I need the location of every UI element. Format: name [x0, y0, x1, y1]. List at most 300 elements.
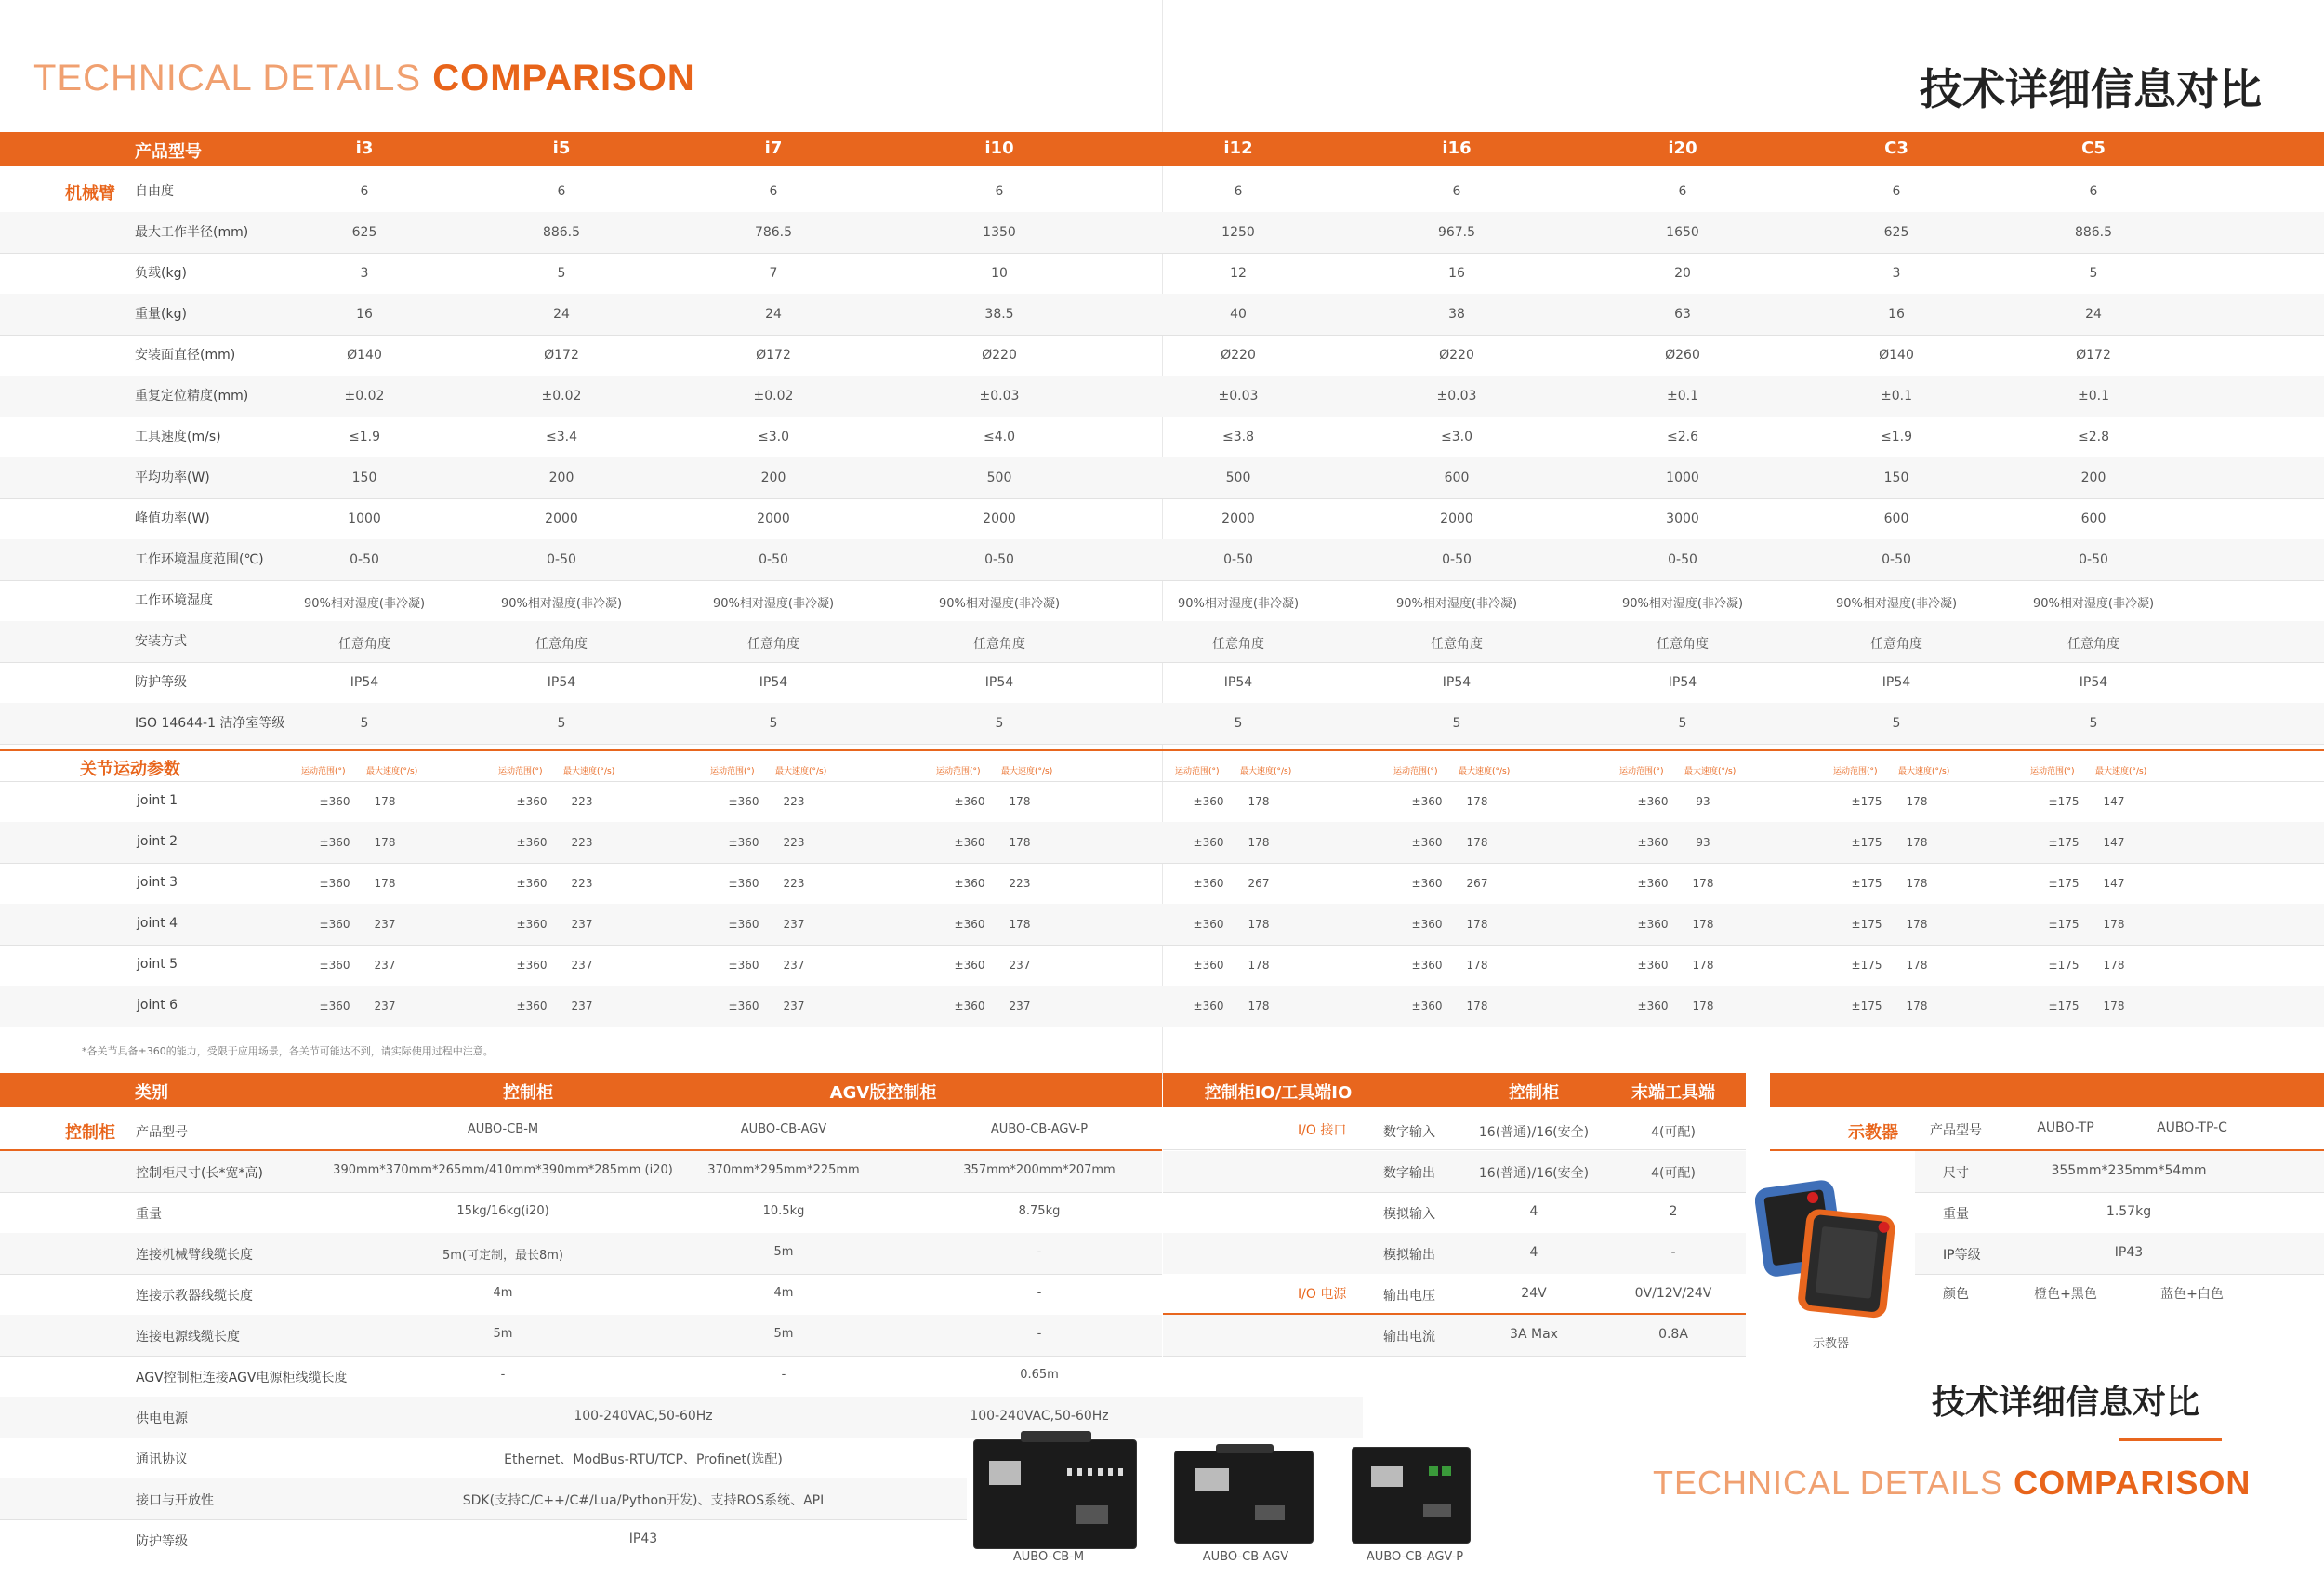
- arm-cell: 1000: [1666, 470, 1699, 485]
- arm-cell: 0-50: [759, 552, 788, 567]
- section-tp: 示教器: [1848, 1123, 1898, 1143]
- joint-range: ±360: [1637, 918, 1669, 931]
- arm-cell: ≤1.9: [349, 430, 380, 444]
- tp-caption: 示教器: [1813, 1337, 1850, 1351]
- arm-cell: 16: [356, 307, 373, 322]
- ip-value: IP43: [628, 1531, 658, 1546]
- arm-cell: 0-50: [1223, 552, 1253, 567]
- arm-row-line: [0, 335, 2324, 336]
- arm-cell: 任意角度: [747, 637, 799, 652]
- model-header-0: i3: [355, 139, 374, 158]
- arm-cell: 6: [557, 184, 566, 199]
- arm-cell: ≤3.0: [1441, 430, 1472, 444]
- arm-cell: 40: [1230, 307, 1247, 322]
- joint-speed: 237: [1009, 959, 1031, 972]
- joint-speed: 223: [571, 877, 593, 890]
- arm-cell: Ø220: [1439, 348, 1474, 363]
- joint-speed: 223: [783, 836, 805, 849]
- io-cell-2: 0V/12V/24V: [1634, 1286, 1712, 1301]
- arm-cell: 0-50: [1442, 552, 1472, 567]
- joint-speed: 237: [374, 918, 396, 931]
- io-cell-2: 0.8A: [1658, 1327, 1688, 1342]
- joint-range: ±360: [728, 795, 759, 808]
- tp-row-value: IP43: [2114, 1245, 2144, 1260]
- joint-speed: 147: [2103, 836, 2125, 849]
- joint-speed: 223: [1009, 877, 1031, 890]
- arm-cell: ≤2.8: [2078, 430, 2109, 444]
- arm-cell: IP54: [984, 675, 1014, 690]
- arm-cell: Ø172: [2076, 348, 2111, 363]
- joint-speed: 178: [1248, 918, 1270, 931]
- arm-cell: 5: [557, 266, 566, 281]
- cab-row-label: 连接电源线缆长度: [136, 1330, 240, 1345]
- joint-speed: 178: [374, 836, 396, 849]
- joint-speed: 267: [1248, 877, 1270, 890]
- arm-cell: Ø220: [1221, 348, 1256, 363]
- joint-range: ±360: [1637, 1000, 1669, 1013]
- cabinet-h-category: 类别: [135, 1083, 168, 1103]
- joint-range: ±360: [516, 1000, 548, 1013]
- arm-cell: IP54: [1668, 675, 1697, 690]
- joint-speed: 223: [783, 877, 805, 890]
- joint-speed: 178: [1906, 877, 1928, 890]
- arm-cell: 90%相对湿度(非冷凝): [303, 597, 426, 611]
- joint-range: ±360: [319, 795, 350, 808]
- tp-color-a: 橙色+黑色: [2034, 1287, 2097, 1302]
- joint-speed: 178: [1906, 959, 1928, 972]
- io-row-label: 数字输入: [1383, 1125, 1435, 1140]
- arm-cell: 38.5: [984, 307, 1014, 322]
- arm-row-label: 安装方式: [135, 634, 187, 649]
- arm-row-label: 峰值功率(W): [135, 511, 210, 526]
- joint-speed: 178: [1009, 836, 1031, 849]
- joint-speed: 237: [783, 1000, 805, 1013]
- cab-cell-3: AUBO-CB-AGV-P: [990, 1122, 1089, 1136]
- cabinet-caption: AUBO-CB-AGV: [1202, 1550, 1289, 1564]
- joint-range: ±360: [1193, 836, 1224, 849]
- arm-cell: 0-50: [350, 552, 379, 567]
- cab-cell-2: AUBO-CB-AGV: [740, 1122, 827, 1136]
- joint-range: ±175: [1851, 959, 1882, 972]
- joint-range: ±360: [1193, 959, 1224, 972]
- arm-cell: 200: [760, 470, 786, 485]
- arm-cell: 任意角度: [1431, 637, 1483, 652]
- arm-cell: 90%相对湿度(非冷凝): [2032, 597, 2155, 611]
- arm-row-line: [0, 662, 2324, 663]
- joint-range: ±360: [1637, 959, 1669, 972]
- arm-cell: 0-50: [2079, 552, 2108, 567]
- arm-cell: 6: [1678, 184, 1687, 199]
- cabinet-h-agv: AGV版控制柜: [829, 1083, 937, 1103]
- joint-speed: 178: [1906, 918, 1928, 931]
- arm-row-bg: [0, 457, 2324, 498]
- cabinet-m-handle: [1021, 1431, 1091, 1442]
- arm-cell: 任意角度: [1657, 637, 1709, 652]
- cab-cell-1: -: [500, 1368, 506, 1382]
- joint-speed: 237: [571, 1000, 593, 1013]
- arm-row-bg: [0, 539, 2324, 580]
- arm-cell: 任意角度: [338, 637, 390, 652]
- joint-speed: 223: [783, 795, 805, 808]
- arm-cell: 1250: [1221, 225, 1255, 240]
- joint-range: ±360: [728, 1000, 759, 1013]
- cabinet-caption: AUBO-CB-AGV-P: [1366, 1550, 1464, 1564]
- cab-cell-1: 4m: [493, 1286, 513, 1300]
- joint-range: ±175: [1851, 795, 1882, 808]
- cab-cell-2: 370mm*295mm*225mm: [707, 1163, 860, 1177]
- joint-range: ±360: [319, 836, 350, 849]
- title-en-bottom-bold: COMPARISON: [2014, 1464, 2251, 1502]
- title-en-top: [33, 58, 695, 99]
- arm-cell: 24: [765, 307, 782, 322]
- cab-cell-1: AUBO-CB-M: [467, 1122, 539, 1136]
- arm-cell: 63: [1674, 307, 1691, 322]
- arm-cell: 10: [991, 266, 1008, 281]
- cabinet-m-port: [1076, 1505, 1108, 1524]
- arm-cell: 5: [1892, 716, 1901, 731]
- joint-speed: 178: [1466, 836, 1488, 849]
- arm-cell: 2000: [1221, 511, 1255, 526]
- joint-range: ±175: [1851, 836, 1882, 849]
- power-value-a: 100-240VAC,50-60Hz: [574, 1409, 713, 1424]
- joint-row-line: [0, 945, 2324, 946]
- joint-range: ±360: [954, 877, 985, 890]
- tp-row-label: 尺寸: [1943, 1166, 1969, 1181]
- joint-speed: 267: [1466, 877, 1488, 890]
- arm-cell: IP54: [350, 675, 379, 690]
- tp-row-line: [1915, 1274, 2324, 1275]
- arm-cell: 2000: [1440, 511, 1473, 526]
- io-row-label: 输出电流: [1383, 1330, 1435, 1345]
- joint-range: ±360: [954, 959, 985, 972]
- arm-row-line: [0, 744, 2324, 745]
- joint-speed: 147: [2103, 877, 2125, 890]
- joint-range: ±360: [516, 836, 548, 849]
- arm-cell: 24: [553, 307, 570, 322]
- tp-row-value: 355mm*235mm*54mm: [2051, 1163, 2207, 1178]
- cab-cell-2: 5m: [773, 1327, 794, 1341]
- arm-cell: ±0.1: [1667, 389, 1698, 404]
- section-cabinet: 控制柜: [65, 1123, 115, 1143]
- cabinet-h-cabinet: 控制柜: [503, 1083, 553, 1103]
- io-h-io: 控制柜IO/工具端IO: [1204, 1083, 1353, 1103]
- arm-cell: 600: [1883, 511, 1909, 526]
- cab-cell-2: 5m: [773, 1245, 794, 1259]
- arm-cell: ±0.02: [344, 389, 385, 404]
- tp-model-label: 产品型号: [1930, 1123, 1982, 1138]
- joint-sub-range: 运动范围(°): [710, 767, 755, 776]
- arm-cell: IP54: [1442, 675, 1472, 690]
- arm-cell: ±0.1: [1881, 389, 1912, 404]
- arm-cell: 6: [995, 184, 1004, 199]
- joint-sub-speed: 最大速度(°/s): [366, 767, 418, 776]
- joint-speed: 237: [374, 1000, 396, 1013]
- section-joint: 关节运动参数: [80, 760, 180, 779]
- joint-range: ±360: [1411, 959, 1443, 972]
- api-row-line: [0, 1519, 967, 1520]
- arm-cell: 0-50: [547, 552, 576, 567]
- arm-cell: IP54: [2079, 675, 2108, 690]
- cab-cell-3: -: [1037, 1245, 1042, 1259]
- title-en-bottom: [1653, 1464, 2251, 1503]
- arm-cell: ≤3.8: [1222, 430, 1254, 444]
- joint-sub-speed: 最大速度(°/s): [2095, 767, 2147, 776]
- io-cell-2: 2: [1669, 1204, 1678, 1219]
- joint-speed: 178: [2103, 959, 2125, 972]
- section-arm: 机械臂: [65, 184, 115, 204]
- io-row-label: 模拟输入: [1383, 1207, 1435, 1222]
- arm-cell: 1350: [983, 225, 1016, 240]
- cabinet-caption: AUBO-CB-M: [1012, 1550, 1085, 1564]
- title-cn-bottom: 技术详细信息对比: [1932, 1384, 2200, 1422]
- tp-color-label: 颜色: [1943, 1287, 1969, 1302]
- arm-cell: 2000: [545, 511, 578, 526]
- cab-cell-3: 357mm*200mm*207mm: [963, 1163, 1116, 1177]
- joint-range: ±360: [319, 877, 350, 890]
- arm-cell: IP54: [759, 675, 788, 690]
- joint-range: ±175: [2048, 959, 2080, 972]
- arm-cell: 5: [995, 716, 1004, 731]
- joint-range: ±360: [728, 918, 759, 931]
- model-header-1: i5: [552, 139, 571, 158]
- arm-cell: IP54: [547, 675, 576, 690]
- joint-speed: 93: [1696, 795, 1710, 808]
- joint-label: joint 4: [137, 916, 178, 931]
- joint-speed: 178: [1009, 795, 1031, 808]
- arm-cell: 3: [1892, 266, 1901, 281]
- arm-cell: 0-50: [984, 552, 1014, 567]
- cabinet-agv-port: [1255, 1505, 1285, 1520]
- tp-model-a: AUBO-TP: [2037, 1120, 2094, 1135]
- arm-cell: 90%相对湿度(非冷凝): [712, 597, 835, 611]
- arm-row-label: 工具速度(m/s): [135, 430, 221, 444]
- joint-sub-range: 运动范围(°): [936, 767, 981, 776]
- arm-row-bg: [0, 294, 2324, 335]
- arm-cell: 786.5: [754, 225, 793, 240]
- arm-cell: 6: [769, 184, 778, 199]
- joint-range: ±360: [728, 959, 759, 972]
- cabinet-agv-handle: [1216, 1444, 1274, 1453]
- arm-cell: ±0.1: [2078, 389, 2109, 404]
- joint-range: ±360: [1193, 795, 1224, 808]
- arm-cell: 90%相对湿度(非冷凝): [1177, 597, 1300, 611]
- joint-sub-range: 运动范围(°): [1833, 767, 1878, 776]
- arm-cell: 500: [986, 470, 1012, 485]
- joint-sub-speed: 最大速度(°/s): [1240, 767, 1292, 776]
- joint-range: ±360: [1637, 836, 1669, 849]
- joint-range: ±175: [2048, 918, 2080, 931]
- arm-cell: 16: [1888, 307, 1905, 322]
- io-cell-2: 4(可配): [1651, 1166, 1696, 1181]
- arm-cell: ≤1.9: [1881, 430, 1912, 444]
- joint-row-line-top: [0, 781, 2324, 782]
- joint-speed: 178: [1466, 1000, 1488, 1013]
- joint-speed: 178: [1009, 918, 1031, 931]
- arm-row-line: [0, 498, 2324, 499]
- arm-cell: 1650: [1666, 225, 1699, 240]
- io-row-line-top: [1163, 1149, 1746, 1150]
- cab-cell-2: -: [781, 1368, 786, 1382]
- title-en-light: TECHNICAL DETAILS: [33, 58, 422, 99]
- arm-row-label: 工作环境温度范围(℃): [135, 552, 264, 567]
- joint-label: joint 3: [137, 875, 178, 890]
- arm-header-label: 产品型号: [135, 142, 202, 162]
- cabinet-m-leds: [1067, 1468, 1127, 1476]
- joint-sub-range: 运动范围(°): [1393, 767, 1438, 776]
- joint-speed: 223: [571, 836, 593, 849]
- joint-speed: 178: [374, 877, 396, 890]
- joint-range: ±360: [728, 836, 759, 849]
- joint-label: joint 1: [137, 793, 178, 808]
- arm-cell: 6: [360, 184, 369, 199]
- joint-range: ±360: [319, 918, 350, 931]
- joint-range: ±175: [1851, 1000, 1882, 1013]
- arm-cell: ±0.02: [541, 389, 582, 404]
- io-cell-1: 4: [1529, 1245, 1538, 1260]
- arm-cell: 625: [1883, 225, 1909, 240]
- joint-speed: 178: [1466, 959, 1488, 972]
- joint-label: joint 2: [137, 834, 178, 849]
- io-cell-1: 24V: [1521, 1286, 1547, 1301]
- io-cell-2: 4(可配): [1651, 1125, 1696, 1140]
- model-header-3: i10: [984, 139, 1014, 158]
- arm-cell: 2000: [983, 511, 1016, 526]
- joint-speed: 178: [1248, 795, 1270, 808]
- arm-cell: ≤4.0: [984, 430, 1015, 444]
- joint-speed: 237: [1009, 1000, 1031, 1013]
- joint-speed: 178: [1466, 795, 1488, 808]
- joint-range: ±175: [2048, 1000, 2080, 1013]
- joint-range: ±360: [1411, 836, 1443, 849]
- arm-cell: Ø140: [1879, 348, 1914, 363]
- arm-cell: 90%相对湿度(非冷凝): [1621, 597, 1744, 611]
- arm-cell: 600: [2080, 511, 2106, 526]
- joint-speed: 237: [783, 959, 805, 972]
- arm-row-label: 平均功率(W): [135, 470, 210, 485]
- cab-cell-3: 0.65m: [1020, 1368, 1059, 1382]
- arm-cell: IP54: [1882, 675, 1911, 690]
- ip-label: 防护等级: [136, 1534, 188, 1549]
- joint-sub-speed: 最大速度(°/s): [563, 767, 615, 776]
- cab-row-line: [0, 1356, 1162, 1357]
- arm-row-label: 工作环境湿度: [135, 593, 213, 608]
- title-en-bold: COMPARISON: [432, 58, 695, 99]
- joint-range: ±360: [1193, 877, 1224, 890]
- arm-row-label: 自由度: [135, 184, 174, 199]
- io-row-label: 数字输出: [1383, 1166, 1435, 1181]
- cab-row-label: AGV控制柜连接AGV电源柜线缆长度: [136, 1371, 348, 1385]
- cab-cell-1: 15kg/16kg(i20): [456, 1204, 549, 1218]
- joint-range: ±360: [516, 795, 548, 808]
- cabinet-header-bar: [0, 1073, 1162, 1107]
- cab-row-line: [0, 1274, 1162, 1275]
- footnote: *各关节具备±360的能力，受限于应用场景，各关节可能达不到，请实际使用过程中注意。: [82, 1045, 494, 1057]
- joint-speed: 223: [571, 795, 593, 808]
- tp-row-line: [1915, 1192, 2324, 1193]
- joint-label: joint 5: [137, 957, 178, 972]
- model-header-5: i16: [1442, 139, 1472, 158]
- joint-speed: 178: [374, 795, 396, 808]
- model-header-4: i12: [1223, 139, 1253, 158]
- cab-row-label: 控制柜尺寸(长*宽*高): [136, 1166, 263, 1181]
- arm-row-label: 最大工作半径(mm): [135, 225, 249, 240]
- arm-row-bg: [0, 212, 2324, 253]
- joint-range: ±175: [2048, 877, 2080, 890]
- joint-range: ±360: [954, 836, 985, 849]
- cabinet-image-agv-p: [1352, 1447, 1471, 1544]
- teach-pendant-image: [1755, 1173, 1904, 1332]
- cabinet-agv-display: [1195, 1468, 1229, 1491]
- joint-speed: 237: [571, 918, 593, 931]
- joint-range: ±360: [1411, 795, 1443, 808]
- arm-cell: Ø172: [756, 348, 791, 363]
- arm-row-bg: [0, 703, 2324, 744]
- arm-cell: 200: [548, 470, 574, 485]
- io-row-label: 输出电压: [1383, 1289, 1435, 1304]
- cab-row-label: 重量: [136, 1207, 162, 1222]
- arm-cell: 任意角度: [1870, 637, 1922, 652]
- joint-range: ±175: [1851, 877, 1882, 890]
- joint-range: ±175: [2048, 795, 2080, 808]
- joint-speed: 178: [1906, 795, 1928, 808]
- joint-sub-speed: 最大速度(°/s): [1001, 767, 1053, 776]
- arm-cell: 600: [1444, 470, 1470, 485]
- model-header-2: i7: [764, 139, 783, 158]
- arm-cell: 2000: [757, 511, 790, 526]
- joint-speed: 178: [1906, 836, 1928, 849]
- joint-speed: 178: [1248, 1000, 1270, 1013]
- arm-cell: 0-50: [1668, 552, 1697, 567]
- joint-sub-range: 运动范围(°): [2030, 767, 2075, 776]
- joint-sub-range: 运动范围(°): [1619, 767, 1664, 776]
- joint-section-line-top: [0, 749, 2324, 751]
- joint-speed: 93: [1696, 836, 1710, 849]
- api-label: 接口与开放性: [136, 1493, 214, 1508]
- power-value-b: 100-240VAC,50-60Hz: [970, 1409, 1109, 1424]
- io-row-label: 模拟输出: [1383, 1248, 1435, 1263]
- arm-cell: 7: [769, 266, 778, 281]
- io-h-cabinet: 控制柜: [1509, 1083, 1559, 1103]
- arm-cell: 任意角度: [2067, 637, 2119, 652]
- model-header-7: C3: [1884, 139, 1908, 158]
- io-power-label: I/O 电源: [1298, 1287, 1347, 1302]
- joint-speed: 178: [1466, 918, 1488, 931]
- arm-cell: 90%相对湿度(非冷凝): [1395, 597, 1518, 611]
- joint-range: ±360: [1411, 918, 1443, 931]
- joint-range: ±360: [1193, 918, 1224, 931]
- arm-cell: 886.5: [2074, 225, 2113, 240]
- arm-cell: 24: [2085, 307, 2102, 322]
- cab-row-label: 产品型号: [136, 1125, 188, 1140]
- joint-range: ±360: [954, 918, 985, 931]
- arm-row-label: ISO 14644-1 洁净室等级: [135, 716, 285, 731]
- arm-cell: ≤3.4: [546, 430, 577, 444]
- arm-cell: ±0.03: [1436, 389, 1477, 404]
- joint-range: ±360: [954, 795, 985, 808]
- power-label: 供电电源: [136, 1411, 188, 1426]
- io-cell-2: -: [1670, 1245, 1676, 1260]
- arm-cell: 5: [2089, 266, 2098, 281]
- title-en-bottom-light: TECHNICAL DETAILS: [1653, 1464, 2004, 1502]
- arm-cell: 38: [1448, 307, 1465, 322]
- cabinet-agv-p-port: [1423, 1504, 1451, 1517]
- arm-cell: Ø260: [1665, 348, 1700, 363]
- cab-cell-2: 4m: [773, 1286, 794, 1300]
- joint-speed: 178: [2103, 1000, 2125, 1013]
- joint-range: ±360: [1637, 795, 1669, 808]
- joint-speed: 237: [783, 918, 805, 931]
- cab-cell-1: 390mm*370mm*265mm/410mm*390mm*285mm (i20): [333, 1163, 673, 1177]
